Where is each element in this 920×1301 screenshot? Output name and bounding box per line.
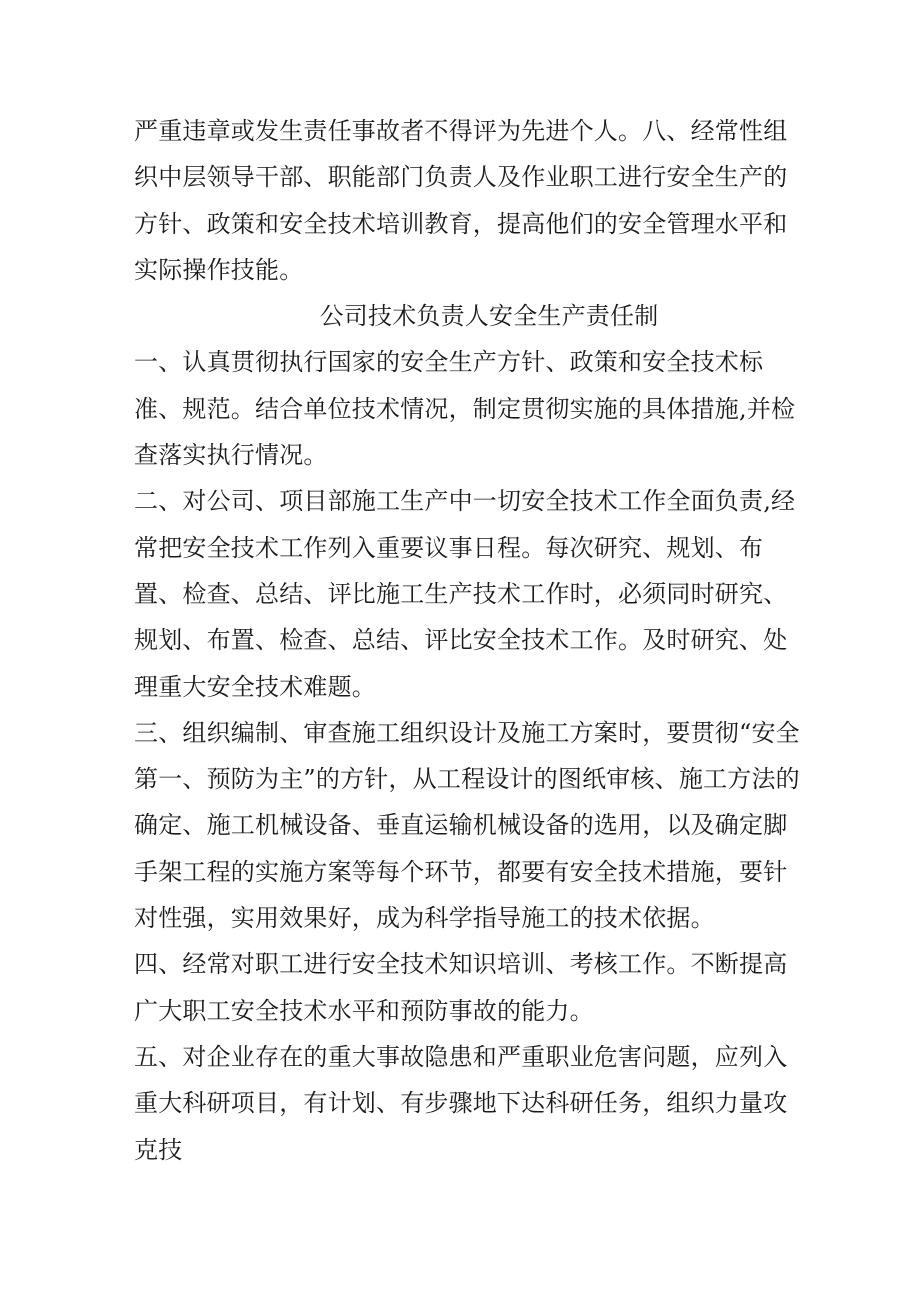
section-title: 公司技术负责人安全生产责任制 xyxy=(319,302,659,331)
item-2-paragraph: 二、对公司、项目部施工生产中一切安全技术工作全面负责,经常把安全技术工作列入重要议事日程。每次研究、规划、布置、检查、总结、评比施工生产技术工作时，必须同时研究、规划、布置、检查、总结、评比安全技术工作。及时研究、处理重大安全技术难题。 xyxy=(134,487,796,701)
item-4-paragraph: 四、经常对职工进行安全技术知识培训、考核工作。不断提高广大职工安全技术水平和预防事故的能力。 xyxy=(134,950,788,1025)
intro-paragraph: 严重违章或发生责任事故者不得评为先进个人。八、经常性组织中层领导干部、职能部门负责人及作业职工进行安全生产的方针、政策和安全技术培训教育，提高他们的安全管理水平和实际操作技能。 xyxy=(134,117,788,284)
item-5-paragraph: 五、对企业存在的重大事故隐患和严重职业危害问题，应列入重大科研项目，有计划、有步骤地下达科研任务，组织力量攻克技 xyxy=(134,1042,788,1164)
item-1-paragraph: 一、认真贯彻执行国家的安全生产方针、政策和安全技术标准、规范。结合单位技术情况，制定贯彻实施的具体措施,并检查落实执行情况。 xyxy=(134,348,796,470)
item-3-paragraph: 三、组织编制、审查施工组织设计及施工方案时，要贯彻“安全第一、预防为主”的方针，从工程设计的图纸审核、施工方法的确定、施工机械设备、垂直运输机械设备的选用，以及确定脚手架工程的实施方案等每个环节，都要有安全技术措施，要针对性强，实用效果好，成为科学指导施工的技术依据。 xyxy=(134,718,800,933)
document-body xyxy=(134,108,804,1173)
